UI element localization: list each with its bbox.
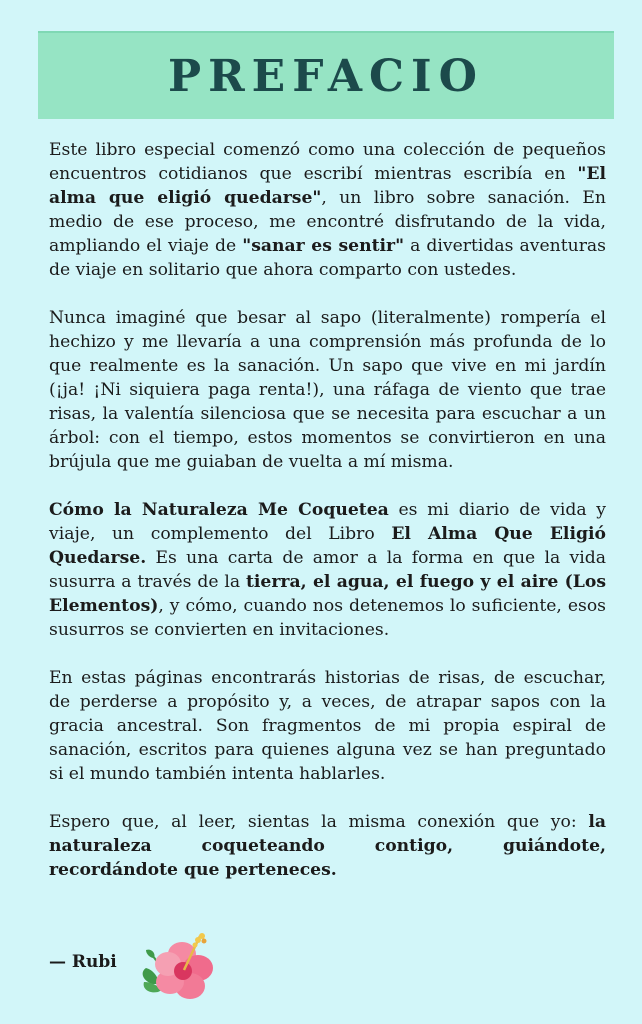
text: a divertidas aventuras de viaje en solitario que ahora comparto con ustedes. [49, 236, 606, 280]
bold-book-title: "El alma que eligió quedarse" [49, 164, 606, 208]
text: Este libro especial comenzó como una colección de pequeños encuentros cotidianos que escribí mientras escribía en [49, 140, 606, 184]
paragraph-5 [49, 810, 606, 882]
flower-petals [155, 942, 213, 999]
bold-book-title: Cómo la Naturaleza Me Coquetea [49, 500, 389, 520]
author-signature: — Rubi [49, 952, 117, 972]
paragraph-4 [49, 666, 606, 786]
page-title: PREFACIO [168, 50, 484, 102]
paragraph-3 [49, 498, 606, 642]
bold-book-title: El Alma Que Eligió Quedarse. [49, 524, 607, 568]
preface-body [49, 138, 606, 906]
title-banner [38, 31, 614, 119]
text: En estas páginas encontrarás historias de risas, de escuchar, de perderse a propósito y, a veces, de atrapar sapos con la gracia ancestral. Son fragmentos de mi propia espiral de sanación, escritos para quienes alguna vez se han preguntado si el mundo también intenta hablarles. [49, 668, 606, 784]
paragraph-2 [49, 306, 606, 474]
text: , un libro sobre sanación. En medio de ese proceso, me encontré disfrutando de la vida, ampliando el viaje de [49, 188, 606, 256]
text: Nunca imaginé que besar al sapo (literalmente) rompería el hechizo y me llevaría a una comprensión más profunda de lo que realmente es la sanación. Un sapo que vive en mi jardín (¡ja! ¡Ni siquiera paga renta!), una ráfaga de viento que trae risas, la valentía silenciosa que se necesita para escuchar a un árbol: con el tiempo, estos momentos se convirtieron en una brújula que me guiaban de vuelta a mí misma. [49, 308, 606, 472]
text: Espero que, al leer, sientas la misma conexión que yo: [49, 812, 589, 832]
bold-closing: la naturaleza coqueteando contigo, guiándote, recordándote que perteneces. [49, 812, 606, 880]
bold-phrase: "sanar es sentir" [242, 236, 405, 256]
bold-elements: tierra, el agua, el fuego y el aire (Los Elementos) [49, 572, 606, 616]
text: Es una carta de amor a la forma en que la vida susurra a través de la [49, 548, 606, 592]
paragraph-1 [49, 138, 606, 282]
text: , y cómo, cuando nos detenemos lo suficiente, esos susurros se convierten en invitaciones. [49, 596, 606, 640]
text: es mi diario de vida y viaje, un complemento del Libro [49, 500, 607, 544]
hibiscus-flower-icon [138, 928, 222, 1008]
